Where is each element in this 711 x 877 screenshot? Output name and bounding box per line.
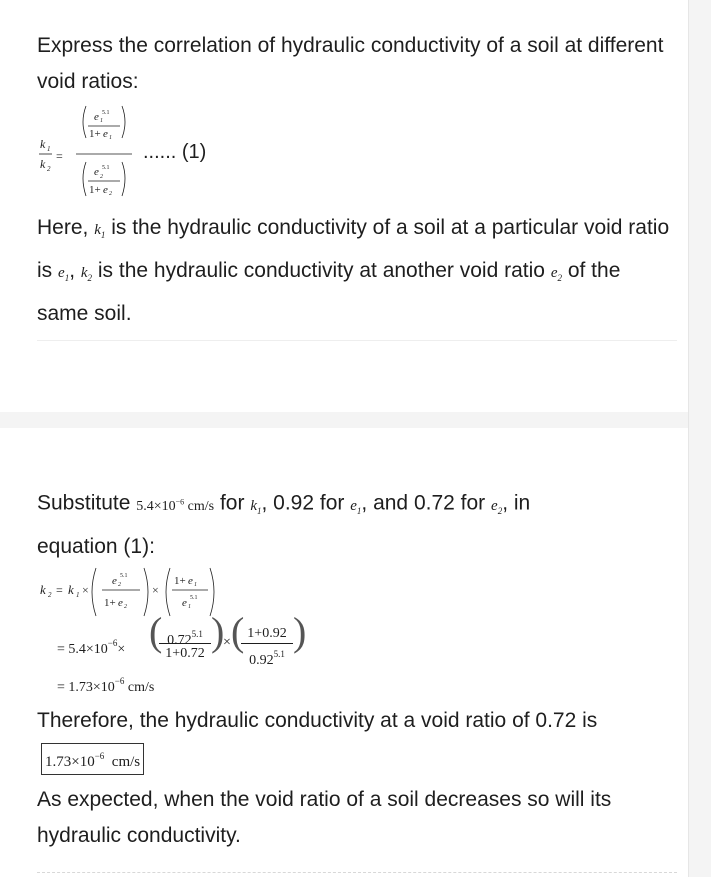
- svg-text:k: k: [40, 157, 46, 171]
- card-edge: [688, 0, 689, 877]
- svg-text:e: e: [94, 111, 99, 123]
- svg-text:1: 1: [188, 604, 191, 610]
- conclusion-text: As expected, when the void ratio of a soil decreases so will its hydraulic conductivity.: [37, 788, 612, 847]
- svg-text:1: 1: [76, 591, 80, 599]
- svg-text:2: 2: [100, 174, 103, 180]
- equation-1: [36, 102, 156, 202]
- svg-text:1+: 1+: [89, 184, 101, 196]
- svg-text:e: e: [103, 184, 108, 196]
- svg-text:1: 1: [100, 118, 103, 124]
- svg-text:2: 2: [109, 191, 112, 197]
- svg-text:1: 1: [109, 135, 112, 141]
- svg-text:e: e: [118, 597, 123, 609]
- result-line: = $1.73\times 10^{-6}$ cm/s: [57, 676, 155, 695]
- svg-text:e: e: [103, 128, 108, 140]
- svg-text:k: k: [40, 582, 46, 597]
- svg-text:2: 2: [48, 591, 52, 599]
- svg-text:=: =: [56, 583, 63, 597]
- substitute-paragraph: Substitute $5.4\times 10^{-6}$ cm/s for $k_1$, 0.92 for $e_1$, and 0.72 for $e_2$, in equation (1):: [37, 491, 531, 558]
- svg-text:e: e: [112, 575, 117, 587]
- svg-text:5.1: 5.1: [102, 165, 110, 171]
- e1-symbol: $e_1$: [58, 265, 70, 283]
- substitution-line-1: [38, 564, 238, 620]
- e2-symbol: $e_2$: [550, 265, 562, 283]
- intro-text: Express the correlation of hydraulic conductivity of a soil at different void ratios:: [37, 34, 664, 93]
- k1-symbol: $k_1$: [94, 222, 106, 240]
- svg-text:1+: 1+: [104, 597, 116, 609]
- svg-text:2: 2: [118, 582, 121, 588]
- svg-text:2: 2: [47, 165, 51, 173]
- svg-text:k: k: [68, 582, 74, 597]
- divider: [37, 340, 677, 341]
- svg-text:k: k: [40, 137, 46, 151]
- svg-text:1+: 1+: [89, 128, 101, 140]
- svg-text:e: e: [182, 597, 187, 609]
- equation-tag: ...... (1): [143, 141, 207, 163]
- therefore-text: Therefore, the hydraulic conductivity at a void ratio of 0.72 is: [37, 709, 598, 732]
- k2-symbol: $k_2$: [80, 265, 93, 283]
- svg-text:5.1: 5.1: [190, 595, 198, 601]
- svg-text:1: 1: [47, 145, 51, 153]
- svg-text:×: ×: [82, 583, 89, 597]
- svg-text:1+: 1+: [174, 575, 186, 587]
- k1-value: $5.4\times 10^{-6}$ cm/s: [136, 497, 215, 514]
- svg-text:×: ×: [152, 583, 159, 597]
- svg-text:5.1: 5.1: [120, 573, 128, 579]
- svg-text:e: e: [188, 575, 193, 587]
- svg-text:1: 1: [194, 582, 197, 588]
- svg-text:=: =: [56, 149, 63, 163]
- bottom-divider: [37, 872, 677, 873]
- svg-text:2: 2: [124, 604, 127, 610]
- here-paragraph: Here, $k_1$ is the hydraulic conductivity of a soil at a particular void ratio is $e_1$, $k_2$ is the hydraulic conductivity at another void ratio $e_2$ of the same soil.: [37, 216, 670, 325]
- final-answer-box: $1.73\times 10^{-6}$ cm/s: [41, 743, 144, 775]
- svg-text:5.1: 5.1: [102, 110, 110, 116]
- svg-text:e: e: [94, 166, 99, 178]
